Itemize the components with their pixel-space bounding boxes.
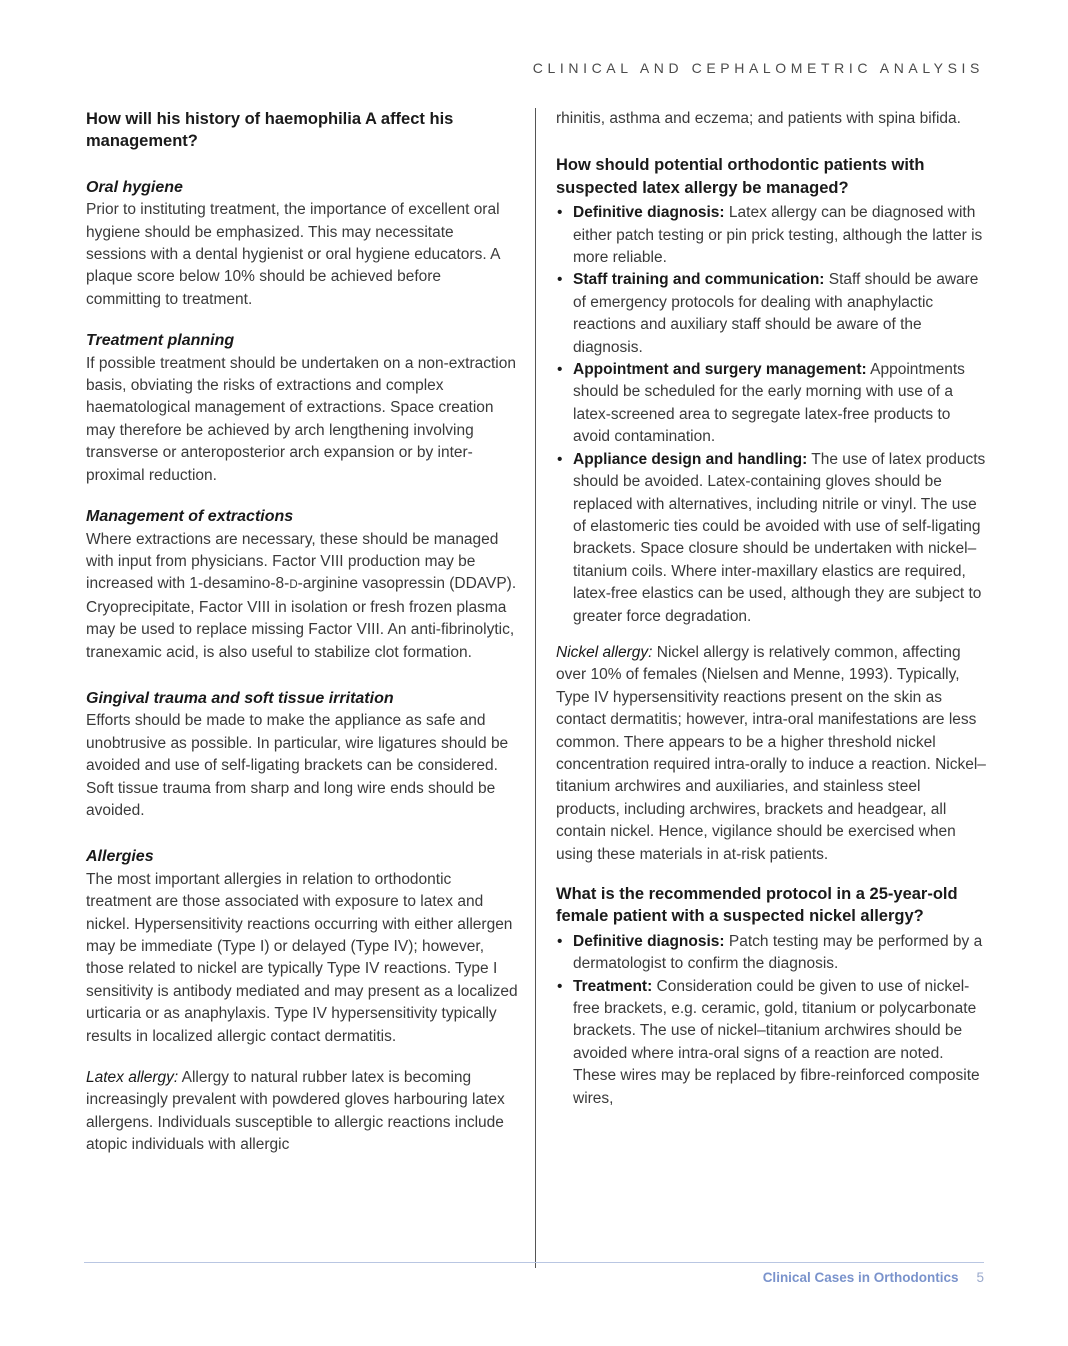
oral-hygiene-heading: Oral hygiene <box>86 178 183 196</box>
extractions-section <box>86 506 518 664</box>
latex-management-list <box>556 202 988 628</box>
nickel-protocol-list <box>556 931 988 1110</box>
haemophilia-question: How will his history of haemophilia A affect his management? <box>86 110 454 151</box>
column-divider <box>535 108 536 1268</box>
page-number: 5 <box>976 1270 984 1285</box>
book-title: Clinical Cases in Orthodontics <box>762 1270 959 1285</box>
continued-text: rhinitis, asthma and eczema; and patients with spina bifida. <box>556 110 961 127</box>
footer-rule <box>84 1262 984 1263</box>
latex-management-section <box>556 154 988 628</box>
nickel-protocol-section <box>556 883 988 1110</box>
latex-allergy-section <box>86 1067 518 1157</box>
latex-management-question: How should potential orthodontic patients with suspected latex allergy be managed? <box>556 156 925 197</box>
treatment-planning-section <box>86 330 518 487</box>
treatment-planning-heading: Treatment planning <box>86 332 235 350</box>
extractions-text: Where extractions are necessary, these should be managed with input from physicians. Factor VIII production may be increased with 1-desamino-8-D-arginine vasopressin (DDAVP). Cryoprecipitate, Factor VIII in isolation or fresh frozen plasma may be used to replace missing Factor VIII. An anti-fibrinolytic, tranexamic acid, is also useful to stabilize clot formation. <box>86 530 517 661</box>
running-head: CLINICAL AND CEPHALOMETRIC ANALYSIS <box>532 60 984 76</box>
treatment-planning-text: If possible treatment should be undertaken on a non-extraction basis, obviating the risks of extractions and complex haematological management of extractions. Space creation may therefore be achieved by arch lengthening involving transverse or anteroposterior arch expansion or by inter-proximal reduction. <box>86 354 516 484</box>
gingival-text: Efforts should be made to make the appliance as safe and unobtrusive as possible. In particular, wire ligatures should be avoided and use of self-ligating brackets can be considered. Soft tissue trauma from sharp and long wire ends should be avoided. <box>86 712 509 819</box>
allergies-section <box>86 846 518 1048</box>
continued-text-block <box>556 108 988 130</box>
page-footer <box>763 1270 984 1285</box>
gingival-section <box>86 688 518 822</box>
nickel-allergy-section <box>556 642 988 866</box>
right-column <box>556 108 988 1129</box>
list-item: • Staff training and communication: Staff should be aware of emergency protocols for dealing with anaphylactic reactions and auxiliary staff should be aware of the diagnosis. <box>556 269 988 359</box>
haemophilia-section <box>86 108 518 153</box>
oral-hygiene-section <box>86 177 518 311</box>
allergies-heading: Allergies <box>86 848 154 866</box>
nickel-allergy-lead: Nickel allergy: <box>556 643 653 661</box>
list-item: • Definitive diagnosis: Latex allergy can be diagnosed with either patch testing or pin prick testing, although the latter is more reliable. <box>556 202 988 269</box>
oral-hygiene-text: Prior to instituting treatment, the importance of excellent oral hygiene should be emphasized. This may necessitate sessions with a dental hygienist or oral hygiene educators. A plaque score below 10% should be achieved before committing to treatment. <box>86 201 500 308</box>
nickel-protocol-question: What is the recommended protocol in a 25-year-old female patient with a suspected nickel allergy? <box>556 885 958 926</box>
list-item: • Definitive diagnosis: Patch testing may be performed by a dermatologist to confirm the diagnosis. <box>556 931 988 976</box>
gingival-heading: Gingival trauma and soft tissue irritation <box>86 689 394 707</box>
latex-allergy-text: Latex allergy: Allergy to natural rubber latex is becoming increasingly prevalent with powdered gloves harbouring latex allergens. Individuals susceptible to allergic reactions include atopic individuals with allergic <box>86 1069 505 1154</box>
list-item: • Treatment: Consideration could be given to use of nickel-free brackets, e.g. ceramic, gold, titanium or polycarbonate brackets. The use of nickel–titanium archwires should be avoided where intra-oral signs of a reaction are noted. These wires may be replaced by fibre-reinforced composite wires, <box>556 976 988 1110</box>
left-column <box>86 108 518 1176</box>
extractions-heading: Management of extractions <box>86 508 294 526</box>
list-item: • Appliance design and handling: The use of latex products should be avoided. Latex-containing gloves should be replaced with alternatives, including nitrile or vinyl. The use of elastomeric ties could be avoided with use of self-ligating brackets. Space closure should be undertaken with nickel–titanium coils. Where inter-maxillary elastics are required, latex-free elastics can be used, although they are subject to greater force degradation. <box>556 449 988 628</box>
nickel-allergy-text: Nickel allergy: Nickel allergy is relatively common, affecting over 10% of females (Nielsen and Menne, 1993). Typically, Type IV hypersensitivity reactions present on the skin as contact dermatitis; however, intra-oral manifestations are less common. There appears to be a higher threshold nickel concentration required intra-orally to induce a reaction. Nickel–titanium archwires and auxiliaries, and stainless steel products, including archwires, brackets and headgear, all contain nickel. Hence, vigilance should be exercised when using these materials in at-risk patients. <box>556 643 986 863</box>
list-item: • Appointment and surgery management: Appointments should be scheduled for the early morning with use of a latex-screened area to segregate latex-free products to avoid contamination. <box>556 359 988 449</box>
allergies-text: The most important allergies in relation to orthodontic treatment are those associated with exposure to latex and nickel. Hypersensitivity reactions occurring with either allergen may be immediate (Type I) or delayed (Type IV); however, those related to nickel are typically Type IV reactions. Type I sensitivity is antibody mediated and may present as a localized urticaria or as anaphylaxis. Type IV hypersensitivity typically results in localized allergic contact dermatitis. <box>86 870 518 1045</box>
latex-allergy-lead: Latex allergy: <box>86 1069 179 1087</box>
